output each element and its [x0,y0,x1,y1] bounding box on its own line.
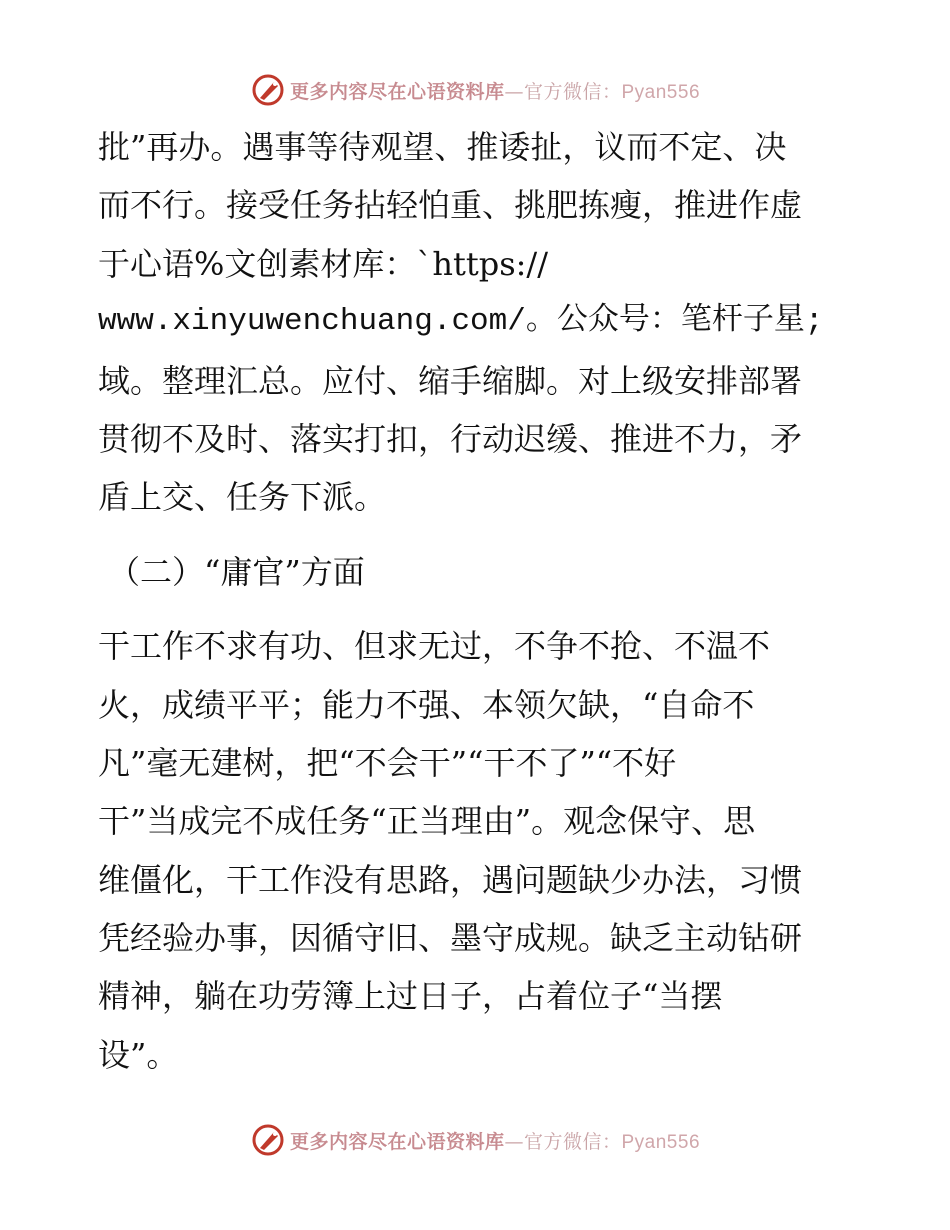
text-line: 凡”毫无建树，把“不会干”“干不了”“不好 [98,743,677,782]
watermark-header [0,70,950,110]
text-line: 火，成绩平平；能力不强、本领欠缺，“自命不 [98,685,755,724]
text-line-url: www.xinyuwenchuang.com/。公众号：笔杆子星; [98,304,824,340]
text-line: 贯彻不及时、落实打扣，行动迟缓、推进不力，矛 [98,419,803,458]
text-line: 精神，躺在功劳簿上过日子，占着位子“当摆 [98,977,723,1016]
watermark-text: 更多内容尽在心语资料库—官方微信：Pyan556 [289,80,701,103]
paragraph-1 [98,118,858,527]
spacer [98,527,858,543]
watermark-footer [0,1120,950,1160]
text-line: 维僵化，干工作没有思路，遇问题缺少办法，习惯 [98,860,803,899]
pen-nib-logo-icon [250,72,286,108]
text-line: 凭经验办事，因循守旧、墨守成规。缺乏主动钻研 [98,919,803,958]
watermark-text: 更多内容尽在心语资料库—官方微信：Pyan556 [289,1130,701,1153]
pen-nib-logo-icon [250,1122,286,1158]
paragraph-2 [98,617,858,1084]
text-line: 域。整理汇总。应付、缩手缩脚。对上级安排部署 [98,361,803,400]
text-line: 批”再办。遇事等待观望、推诿扯，议而不定、决 [98,128,787,166]
section-heading: （二）“庸官”方面 [108,552,365,591]
text-line: 盾上交、任务下派。 [98,478,387,517]
text-line: 干工作不求有功、但求无过，不争不抢、不温不 [98,627,771,666]
text-line: 于心语%文创素材库：`https:// [98,244,548,283]
text-line: 而不行。接受任务拈轻怕重、挑肥拣瘦，推进作虚 [98,186,803,225]
document-body [98,118,858,1084]
text-line: 设”。 [98,1035,179,1074]
text-line: 干”当成完不成任务“正当理由”。观念保守、思 [98,802,756,841]
spacer [98,601,858,617]
